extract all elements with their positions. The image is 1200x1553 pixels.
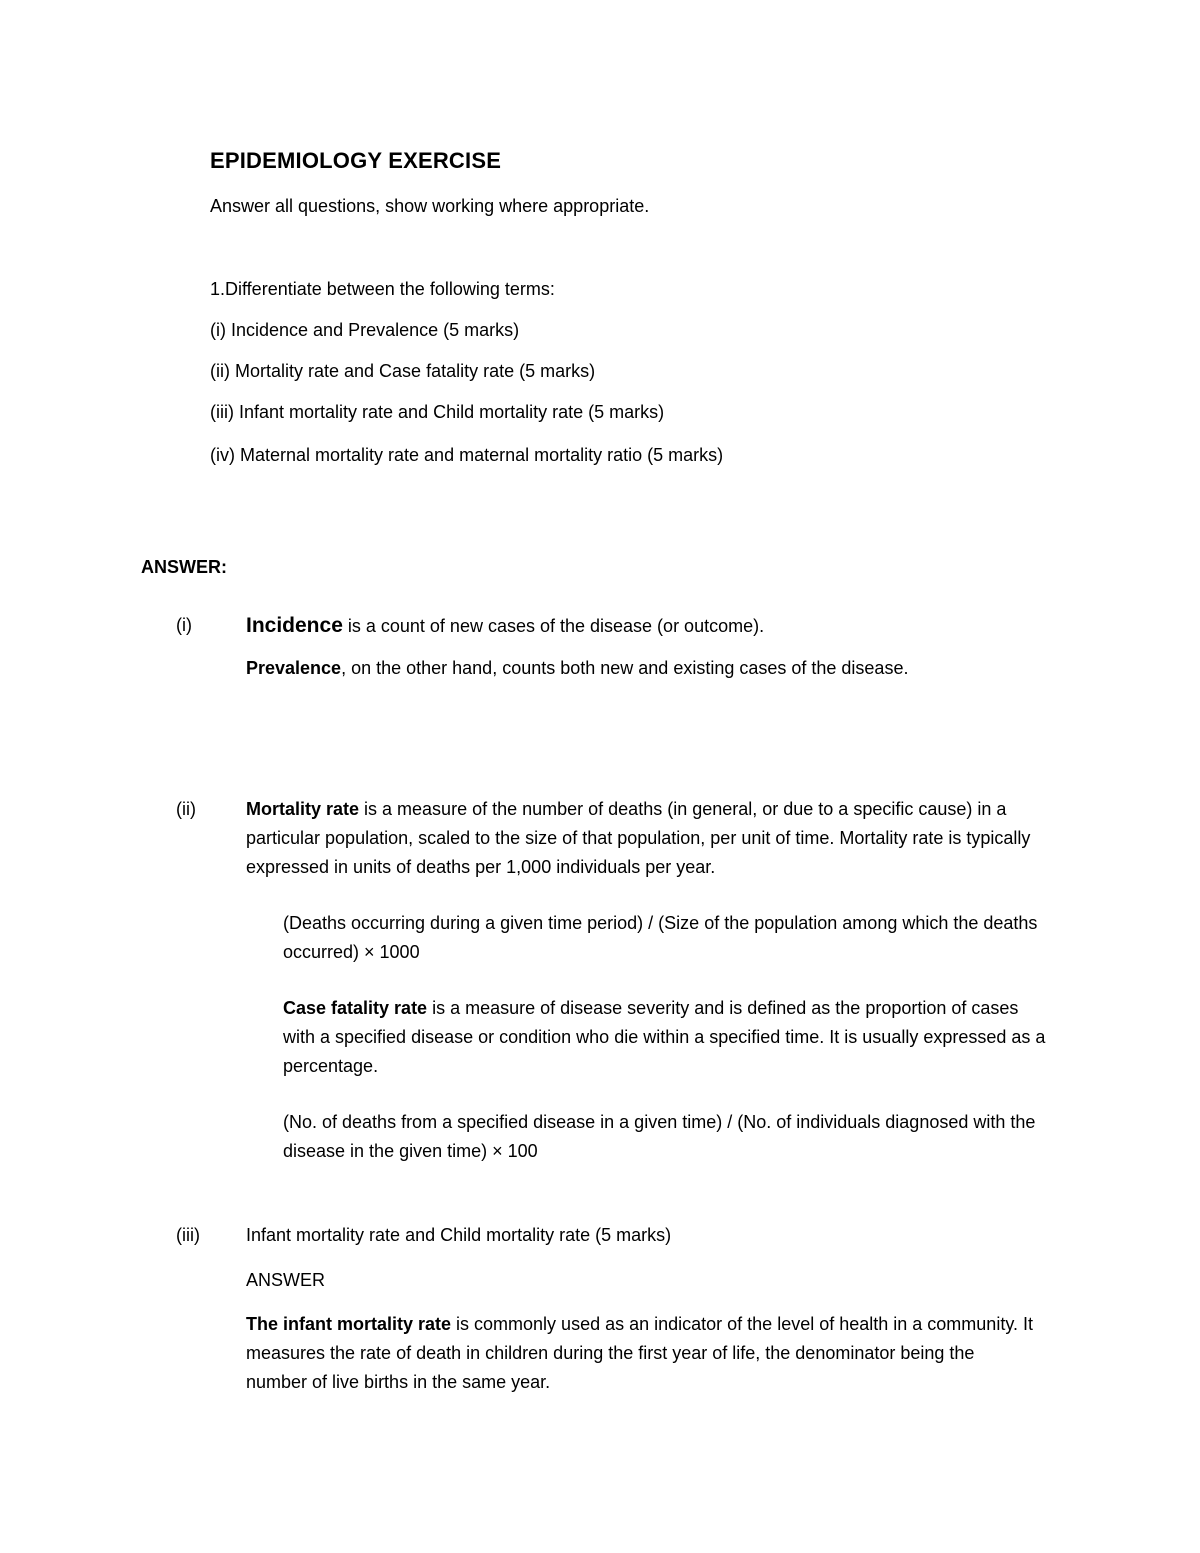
incidence-definition: is a count of new cases of the disease (or outcome). [342, 616, 765, 636]
question-1: 1.Differentiate between the following terms: [210, 279, 555, 299]
answer-iii-infant-mortality [246, 1310, 1036, 1397]
answer-ii-case-fatality [283, 994, 1053, 1081]
prevalence-definition: , on the other hand, counts both new and existing cases of the disease. [341, 658, 909, 678]
case-fatality-definition: is a measure of disease severity and is defined as the proportion of cases with a specified disease or condition who die within a specified time. It is usually expressed as a percentage. [283, 998, 1046, 1076]
answer-heading: ANSWER: [141, 557, 227, 577]
mortality-rate-formula: (Deaths occurring during a given time period) / (Size of the population among which the deaths occurred) × 1000 [283, 913, 1038, 962]
term-case-fatality-rate: Case fatality rate [283, 998, 428, 1018]
term-incidence: Incidence [246, 614, 343, 637]
term-mortality-rate: Mortality rate [246, 799, 360, 819]
sub-question-i: (i) Incidence and Prevalence (5 marks) [210, 320, 520, 340]
infant-mortality-definition: is commonly used as an indicator of the level of health in a community. It measures the rate of death in children during the first year of life, the denominator being the number of live births in the same year. [246, 1314, 1033, 1392]
answer-i-prevalence [246, 654, 1046, 683]
mortality-rate-definition: is a measure of the number of deaths (in general, or due to a specific cause) in a particular population, scaled to the size of that population, per unit of time. Mortality rate is typically expressed in units of deaths per 1,000 individuals per year. [246, 799, 1031, 877]
answer-iii-number: (iii) [176, 1225, 200, 1245]
term-prevalence: Prevalence [246, 658, 342, 678]
answer-iii-label: ANSWER [246, 1270, 326, 1290]
answer-ii-mortality-rate [246, 795, 1046, 882]
answer-i-number: (i) [176, 615, 192, 635]
answer-ii-number: (ii) [176, 799, 196, 819]
instructions: Answer all questions, show working where appropriate. [210, 196, 650, 216]
sub-question-ii: (ii) Mortality rate and Case fatality rate (5 marks) [210, 361, 596, 381]
sub-question-iv: (iv) Maternal mortality rate and maternal mortality ratio (5 marks) [210, 445, 724, 465]
document-title: EPIDEMIOLOGY EXERCISE [210, 148, 502, 173]
case-fatality-formula: (No. of deaths from a specified disease in a given time) / (No. of individuals diagnosed with the disease in the given time) × 100 [283, 1112, 1036, 1161]
term-infant-mortality-rate: The infant mortality rate [246, 1314, 452, 1334]
answer-i-incidence [246, 611, 1046, 641]
sub-question-iii: (iii) Infant mortality rate and Child mortality rate (5 marks) [210, 402, 665, 422]
answer-iii-heading: Infant mortality rate and Child mortality rate (5 marks) [246, 1225, 672, 1245]
